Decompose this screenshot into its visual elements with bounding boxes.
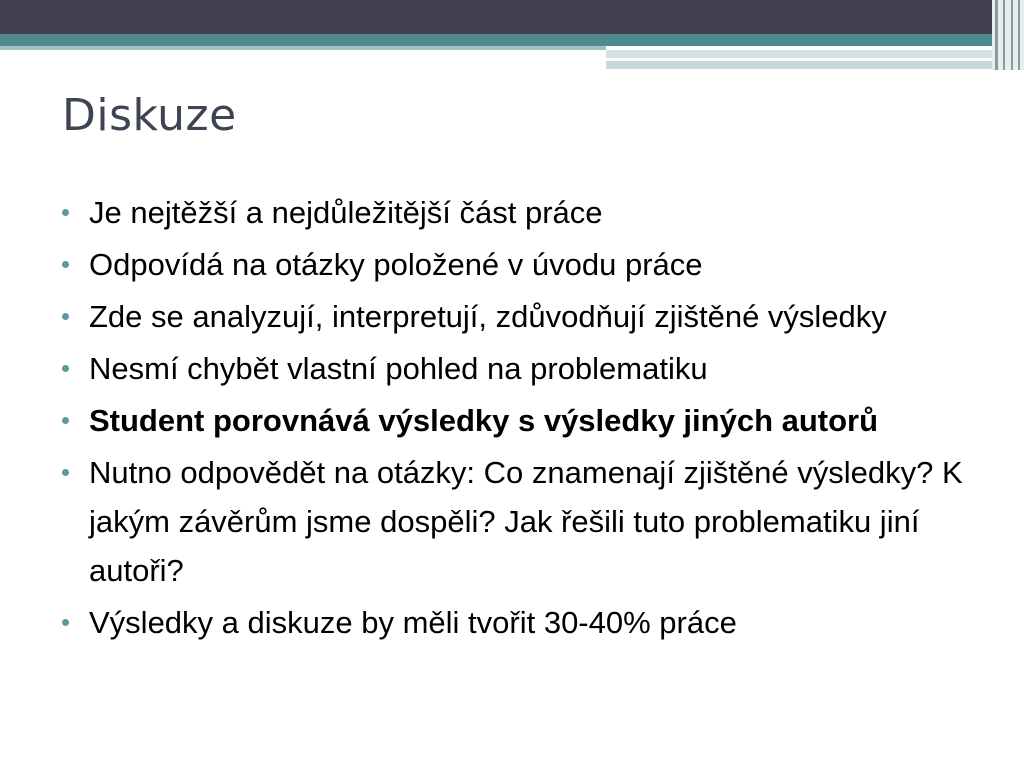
bullet-dot-icon	[62, 261, 69, 268]
bullet-text: Zde se analyzují, interpretují, zdůvodňují zjištěné výsledky	[89, 299, 887, 334]
bullet-dot-icon	[62, 365, 69, 372]
header-dark-band	[0, 0, 1024, 34]
header-vertical-line	[1011, 0, 1013, 70]
bullet-text: Odpovídá na otázky položené v úvodu práce	[89, 247, 703, 282]
slide-title: Diskuze	[62, 90, 237, 141]
bullet-dot-icon	[62, 469, 69, 476]
bullet-text: Nutno odpovědět na otázky: Co znamenají zjištěné výsledky? K jakým závěrům jsme dospěli? Jak řešili tuto problematiku jiní autoři?	[89, 455, 963, 588]
header-accent-stripe-lower	[606, 61, 998, 69]
bullet-text: Nesmí chybět vlastní pohled na problematiku	[89, 351, 708, 386]
header-vertical-line	[1018, 0, 1020, 70]
bullet-item	[62, 240, 1002, 289]
bullet-dot-icon	[62, 619, 69, 626]
header-light-stripe	[0, 46, 606, 50]
header-teal-band	[0, 34, 1024, 46]
bullet-dot-icon	[62, 313, 69, 320]
bullet-item	[62, 598, 1002, 647]
bullet-item	[62, 344, 1002, 393]
bullet-text: Je nejtěžší a nejdůležitější část práce	[89, 195, 603, 230]
bullet-dot-icon	[62, 417, 69, 424]
bullet-item	[62, 448, 1002, 595]
bullet-item	[62, 188, 1002, 237]
bullet-dot-icon	[62, 209, 69, 216]
bullet-text: Výsledky a diskuze by měli tvořit 30-40% práce	[89, 605, 737, 640]
header-vertical-line	[995, 0, 998, 70]
bullet-text: Student porovnává výsledky s výsledky jiných autorů	[89, 403, 879, 438]
bullet-list	[62, 188, 1002, 650]
header-vertical-line	[1003, 0, 1005, 70]
header-accent-stripe	[606, 50, 998, 58]
bullet-item	[62, 396, 1002, 445]
bullet-item	[62, 292, 1002, 341]
